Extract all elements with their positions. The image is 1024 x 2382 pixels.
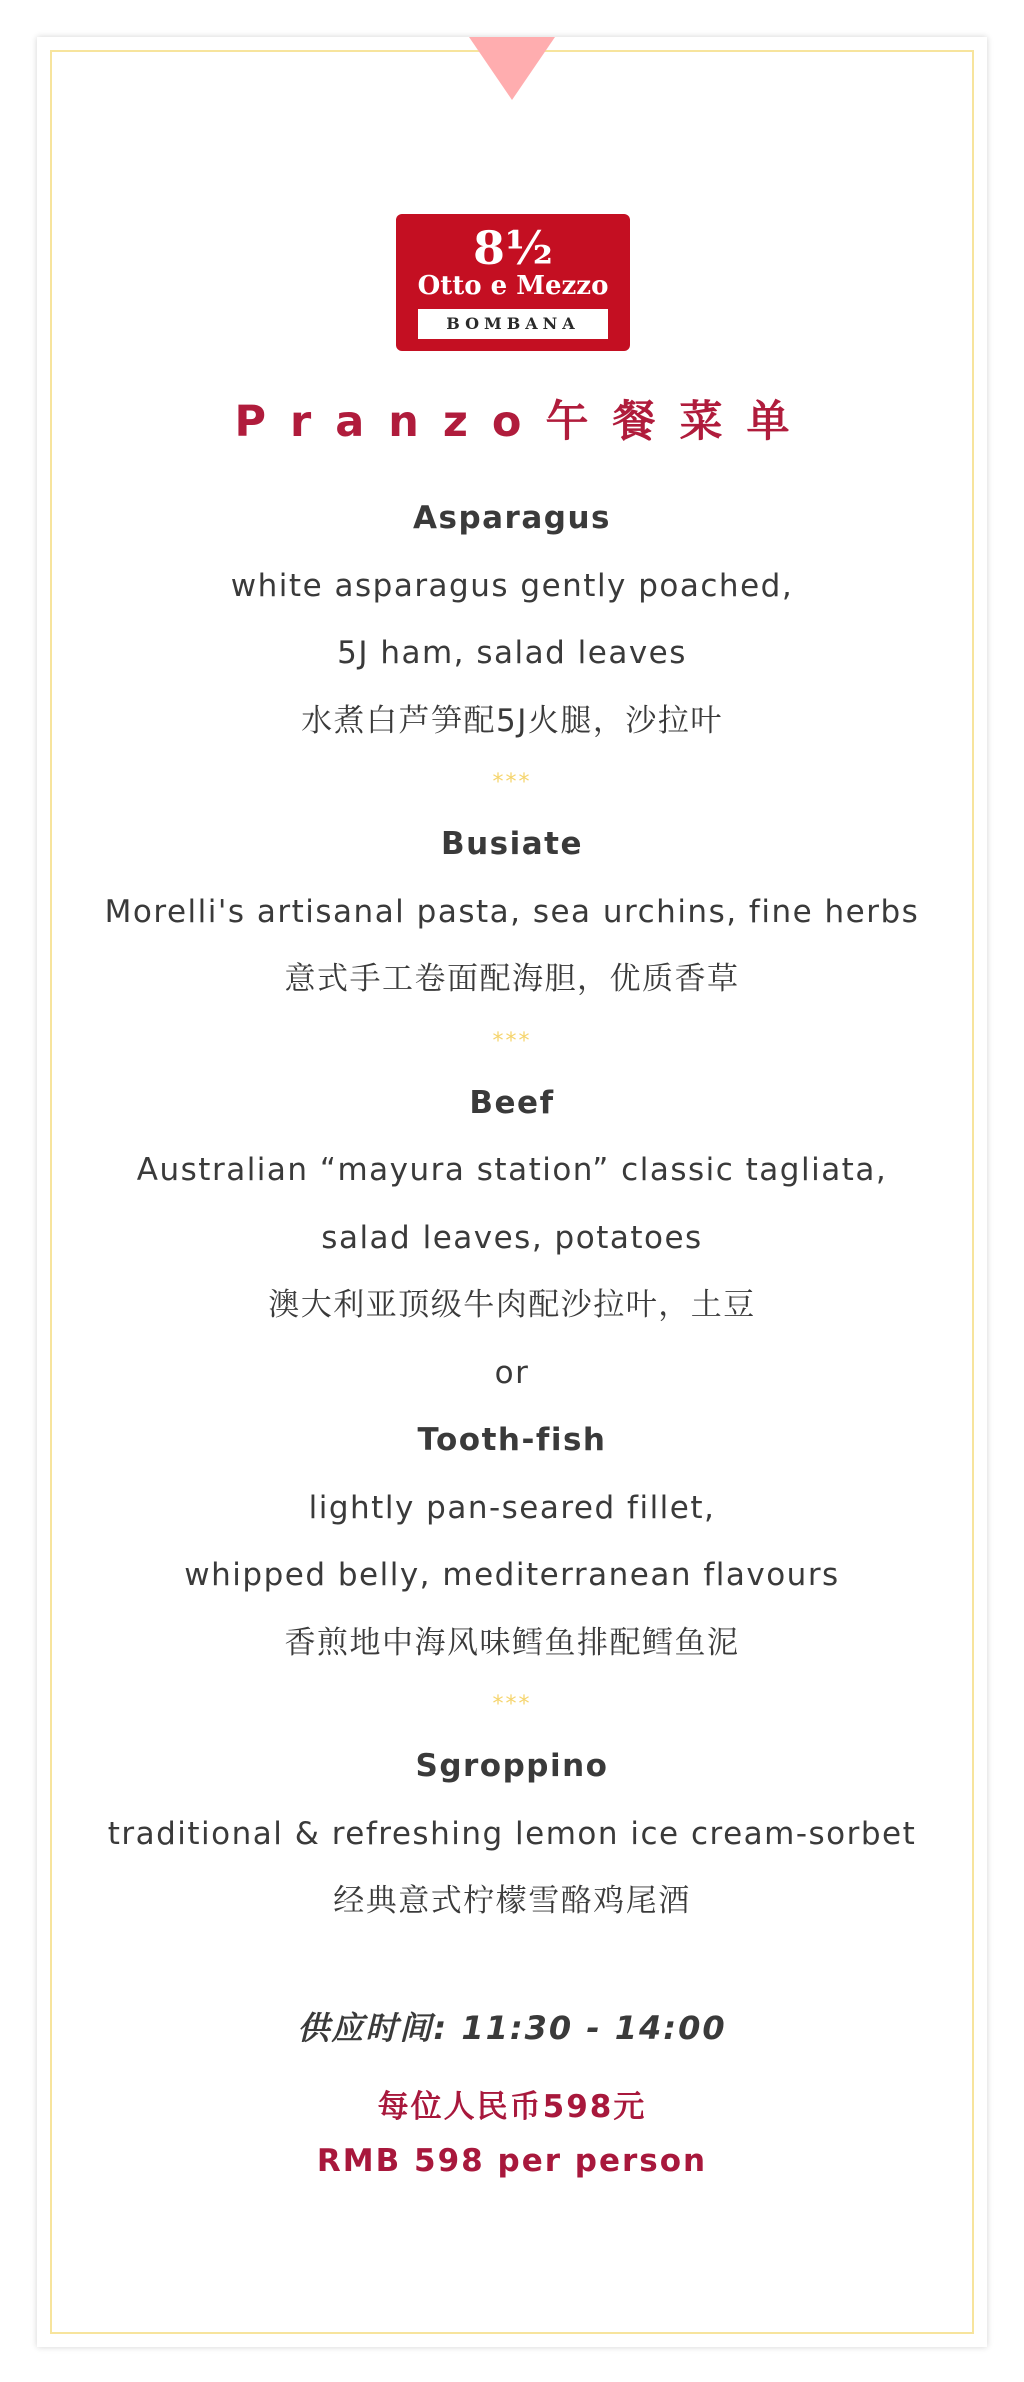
course-description: Morelli's artisanal pasta, sea urchins, fine herbs (104, 893, 920, 930)
course-alt-name: Tooth-fish (417, 1422, 607, 1458)
course-description: lightly pan-seared fillet, (308, 1489, 716, 1526)
course-name: Busiate (440, 826, 584, 862)
menu-content (37, 389, 987, 2188)
course-name: Sgroppino (415, 1748, 609, 1784)
course-description: traditional & refreshing lemon ice cream-sorbet (107, 1815, 917, 1852)
course-description: whipped belly, mediterranean flavours (184, 1557, 840, 1593)
course-description: Australian “mayura station” classic tagliata, (136, 1152, 888, 1188)
course-description: white asparagus gently poached, (230, 567, 794, 604)
course-or: or (494, 1354, 530, 1391)
course-description-cn: 经典意式柠檬雪酪鸡尾酒 (333, 1883, 691, 1919)
course-description-cn: 水煮白芦笋配5J火腿，沙拉叶 (301, 702, 723, 739)
course-description: 5J ham, salad leaves (337, 635, 687, 671)
course-description-cn: 香煎地中海风味鳕鱼排配鳕鱼泥 (284, 1624, 740, 1661)
logo-name: Otto e Mezzo (417, 271, 609, 301)
price-en: RMB 598 per person (316, 2142, 708, 2179)
course-separator: *** (492, 1028, 532, 1054)
course-separator: *** (492, 770, 532, 795)
menu-title: Pranzo午餐菜单 (234, 397, 814, 447)
course-separator: *** (492, 1692, 532, 1717)
price-cn: 每位人民币598元 (377, 2088, 647, 2125)
top-triangle-decoration (469, 37, 555, 100)
logo-subtitle: BOMBANA (418, 309, 608, 339)
menu-card (37, 37, 987, 2347)
logo-number: 8½ (473, 221, 553, 275)
restaurant-logo (396, 214, 630, 351)
course-name: Asparagus (413, 500, 611, 536)
course-name: Beef (469, 1084, 555, 1121)
course-description: salad leaves, potatoes (321, 1219, 703, 1256)
price-block (37, 2080, 987, 2188)
course-description-cn: 澳大利亚顶级牛肉配沙拉叶，土豆 (268, 1287, 756, 1323)
service-time: 供应时间: 11:30 - 14:00 (297, 2008, 727, 2047)
course-description-cn: 意式手工卷面配海胆，优质香草 (284, 961, 740, 997)
